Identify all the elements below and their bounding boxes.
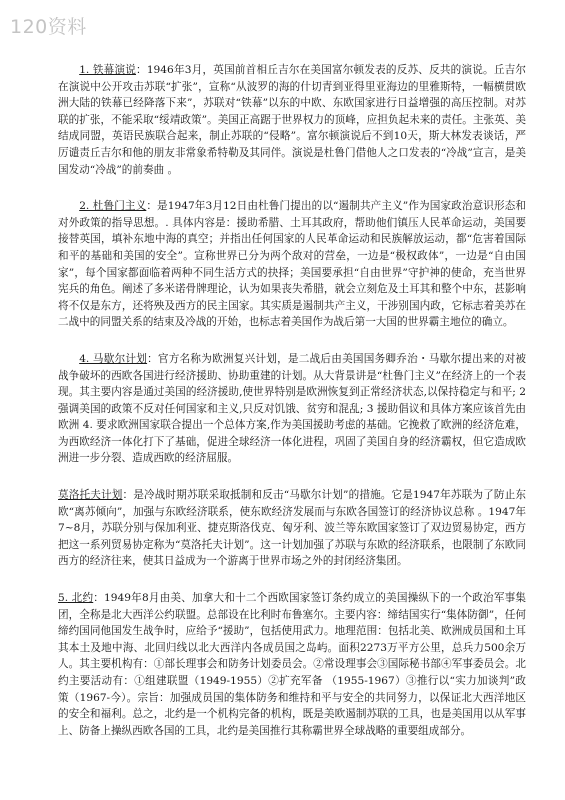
definition-truman-doctrine: ：是1947年3月12日由杜鲁门提出的以“遏制共产主义”作为国家政治意识形态和对外政策的指导思想。. 具体内容是：援助希腊、土耳其政府，帮助他们镇压人民革命运动，美国要接替英国，填补东地中海的真空；并指出任何国家的人民革命运动和民族解放运动，都“危害着国际和平的基础和美国的安全”。宣称世界已分为两个敌对的营垒，一边是“极权政体”，一边是“自由国家”，每个国家都面临着两种不同生活方式的抉择；美国要承担“自由世界”守护神的使命，充当世界宪兵的角色。阐述了多米诺骨牌理论，认为如果丧失希腊，就会立刻危及土耳其和整个中东，甚影响将不仅是东方，还将殃及西方的民主国家。其实质是遏制共产主义，干涉别国内政，它标志着美苏在二战中的同盟关系的结束及冷战的开始，也标志着美国作为战后第一大国的世界霸主地位的确立。 — [58, 200, 526, 329]
paragraph-marshall-plan — [58, 351, 526, 467]
term-truman-doctrine: 2. 杜鲁门主义 — [79, 200, 147, 213]
watermark: 120资料 — [10, 16, 87, 38]
definition-nato: ：1949年8月由美、加拿大和十二个西欧国家签订条约成立的美国操纵下的一个政治军事集团，全称是北大西洋公约联盟。总部设在比利时布鲁塞尔。主要内容：缔结国实行“集体防御”，任何缔约国同他国发生战争时，应给予“援助”，包括使用武力。地理范围：包括北美、欧洲成员国和土耳其本土及地中海、北回归线以北大西洋内各成员国之岛屿。面积2273万平方公里，总兵力500余万人。其主要机构有：①部长理事会和防务计划委员会。②常设理事会③国际秘书部④军事委员会。北约主要活动有：①组建联盟（1949-1955）②扩充军备 （1955-1967）③推行以“实力加谈判”政策（1967-今）。宗旨：加强成员国的集体防务和维持和平与安全的共同努力，以保证北大西洋地区的安全和福利。总之，北约是一个机构完备的机构，既是美欧遏制苏联的工具，也是美国用以从军事上、防备上操纵西欧各国的工具，北约是美国推行其称霸世界全球战略的重要组成部分。 — [58, 592, 526, 737]
definition-marshall-plan: ：官方名称为欧洲复兴计划，是二战后由美国国务卿乔治・马歇尔提出来的对被战争破坏的西欧各国进行经济援助、协助重建的计划。从大背景讲是“杜鲁门主义”在经济上的一个表现。其主要内容是通过美国的经济援助,使世界特别是欧洲恢复到正常经济状态,以保持稳定与和平; 2 强调美国的政策不反对任何国家和主义,只反对饥饿、贫穷和混乱; 3 援助倡议和具体方案应该首先由欧洲 4. 要求欧洲国家联合提出一个总体方案,作为美国援助考虑的基础。它挽救了欧洲的经济危难，为西欧经济一体化打下了基础，促进全球经济一体化进程，巩固了美国自身的经济霸权，但它造成欧洲进一步分裂、造成西欧的经济屈服。 — [58, 352, 526, 465]
definition-iron-curtain: ：1946年3月，英国前首相丘吉尔在美国富尔顿发表的反苏、反共的演说。丘吉尔在演说中公开攻击苏联“扩张”，宣称“从波罗的海的什切青到亚得里亚海边的里雅斯特，一幅横贯欧洲大陆的铁幕已经降落下来”，苏联对“铁幕”以东的中欧、东欧国家进行日益增强的高压控制。对苏联的扩张，不能采取“绥靖政策”。美国正高踞于世界权力的顶峰，应担负起未来的责任。主张英、美结成同盟，英语民族联合起来，制止苏联的“侵略”。富尔顿演说后不到10天，斯大林发表谈话，严厉谴责丘吉尔和他的朋友非常象希特勒及其同伴。演说是杜鲁门借他人之口发表的“冷战”宣言，是美国发动“冷战”的前奏曲 。 — [58, 64, 526, 176]
term-iron-curtain: 1. 铁幕演说 — [79, 64, 137, 76]
term-marshall-plan: 4. 马歇尔计划 — [79, 352, 148, 365]
definition-molotov-plan: ：是冷战时期苏联采取抵制和反击“马歇尔计划”的措施。它是1947年苏联为了防止东欧“离苏倾向”，加强与东欧经济联系，使东欧经济发展而与东欧各国签订的经济协议总称 。1947年7~8月，苏联分别与保加利亚、捷克斯洛伐克、匈牙利、波兰等东欧国家签订了双边贸易协定，西方把这一系列贸易协定称为“莫洛托夫计划”。这一计划加强了苏联与东欧的经济联系，也限制了东欧同西方的经济往来，使其日益成为一个游离于世界市场之外的封闭经济集团。 — [58, 489, 526, 568]
document-body — [58, 62, 526, 759]
paragraph-truman-doctrine — [58, 198, 526, 331]
term-nato: 5. 北约 — [58, 592, 94, 605]
paragraph-iron-curtain — [58, 62, 526, 178]
paragraph-molotov-plan — [58, 487, 526, 570]
term-molotov-plan: 莫洛托夫计划 — [58, 489, 123, 502]
paragraph-nato — [58, 590, 526, 739]
